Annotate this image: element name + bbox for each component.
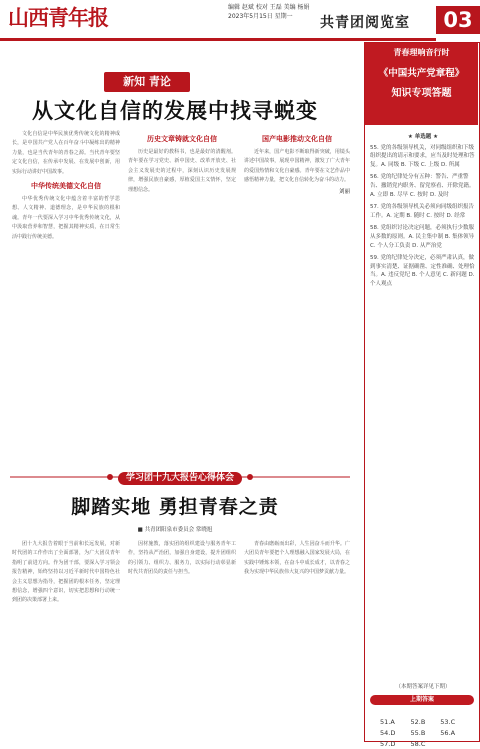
quiz-question-56: 56. 党的纪律处分有五种：警告、严重警告、撤销党内职务、留党察看、开除党籍。A. 立即 B. 尽早 C. 按时 D. 及时 [370, 174, 475, 198]
quiz-question-55: 55. 党的各级领导机关，对同级组织和下级组织提出的请示和要求，应当及时处理和答复。A. 同级 B. 下级 C. 上级 D. 所属 [370, 144, 475, 168]
second-article-headline: 脚踏实地 勇担青春之责 [71, 496, 279, 518]
answer-cell: 54.D [380, 728, 396, 737]
article-column-3 [244, 130, 350, 460]
header-rule [0, 38, 436, 41]
second-paragraph-2: 因材施教，落实团的组织建设与服务青年工作，坚持从严治团，加强自身建设，提升团组织的引领力、组织力、服务力，以实际行动彰显新时代共青团员的责任与担当。 [128, 541, 236, 576]
quiz-question-59: 59. 党的纪律处分决定，必须严肃认真，做到事实清楚、证据确凿、定性准确、处理恰当。A. 违反党纪 B. 个人意见 C. 新问题 D. 个人观点 [370, 255, 475, 287]
edition-meta [228, 3, 310, 21]
second-article-column-2 [128, 540, 236, 738]
article-author: 刘丽 [338, 188, 350, 195]
answer-cell [437, 738, 467, 749]
section-title: 共青团阅览室 [320, 15, 410, 31]
last-answer-title: 上期答案 [370, 695, 474, 705]
answer-cell: 57.D [380, 739, 396, 748]
answer-notice: （本期答案详见下期） [395, 684, 451, 690]
column-badge: 新知 青论 [104, 72, 190, 92]
quiz-header-line3: 知识专项答题 [391, 88, 452, 99]
quiz-header-line2: 《中国共产党章程》 [378, 68, 465, 79]
second-paragraph-3: 青春由磨砺而出彩，人生因奋斗而升华。广大团员青年要把个人理想融入国家发展大局，在实践中锤炼本领，在奋斗中成长成才，以青春之我为实现中华民族伟大复兴的中国梦贡献力量。 [244, 541, 350, 576]
section-heading-1: 中华传统美德文化自信 [31, 182, 101, 191]
answer-cell: 58.C [410, 739, 426, 748]
answer-cell: 52.B [410, 717, 426, 726]
page-number: 03 [436, 6, 480, 34]
body-paragraph-1: 中华优秀传统文化中蕴含着丰富的哲学思想、人文精神、道德理念，是中华民族的根和魂。青年一代要深入学习中华优秀传统文化，从中汲取营养和智慧，把握其精神实质，在日常生活中践行传统美德。 [12, 196, 120, 240]
report-band-title: 学习团十九大报告心得体会 [118, 472, 242, 485]
second-paragraph-1: 团十九大报告着眼于当前和长远发展，对新时代团的工作作出了全面部署，为广大团员青年指明了前进方向。作为团干部，要深入学习领会报告精神，始终坚持以习近平新时代中国特色社会主义思想为指导，把握团的根本任务，坚定理想信念，增强四个意识，切实把思想和行动统一到团的决策部署上来。 [12, 541, 120, 604]
article-title: 从文化自信的发展中找寻蜕变 [32, 98, 318, 123]
quiz-header [365, 43, 478, 125]
body-paragraph-3: 近年来，国产电影不断取得新突破，用镜头讲述中国故事，展现中国精神，激发了广大青年的爱国热情和文化自豪感。青年要在文艺作品中感悟精神力量，把文化自信转化为奋斗的动力。 [244, 149, 350, 184]
newspaper-logo: 山西青年报 [8, 5, 108, 30]
quiz-questions [370, 131, 476, 683]
article-column-2 [128, 130, 236, 460]
answer-cell: 53.C [440, 717, 456, 726]
section-heading-3: 国产电影推动文化自信 [262, 135, 332, 143]
quiz-header-line1: 青春理响音行时 [393, 48, 450, 57]
body-paragraph-2: 历史是最好的教科书，也是最好的清醒剂。青年要在学习党史、新中国史、改革开放史、社会主义发展史的过程中，深刻认识历史发展规律，增强民族自豪感，厚植爱国主义情怀，坚定理想信念。 [128, 149, 236, 193]
page-header [0, 0, 480, 38]
second-article-byline: ■ 共青团阳泉市委员会 常晓旭 [137, 527, 213, 533]
answer-table [377, 716, 467, 749]
article-column-1 [12, 130, 120, 460]
second-article-column-1 [12, 540, 120, 738]
quiz-section-label: ★ 单选题 ★ [407, 134, 439, 140]
section-heading-2: 历史文章铸就文化自信 [147, 135, 217, 143]
intro-paragraph: 文化自信是中华民族优秀传统文化的精神成长，是中国共产党人在百年奋斗中凝练出的精神力量，也是当代青年的青春之源。当代青年要坚定文化自信，在传承中发展、在发展中创新，用实际行动讲好中国故事。 [12, 131, 120, 175]
editor-line: 编辑 赵斌 校对 王磊 美编 杨娟 [228, 4, 310, 11]
quiz-sidebar [364, 42, 480, 748]
second-article-column-3 [244, 540, 350, 738]
quiz-question-58: 58. 党组织讨论决定问题，必须执行少数服从多数的原则。A. 民主集中制 B. 集体领导 C. 个人分工负责 D. 从严治党 [370, 225, 475, 249]
answer-cell: 55.B [410, 728, 426, 737]
date-line: 2023年5月15日 星期一 [228, 13, 293, 20]
answer-cell: 51.A [380, 717, 395, 726]
answer-cell: 56.A [440, 728, 456, 737]
quiz-question-57: 57. 党的各级领导机关必须向同级组织报告工作。A. 定期 B. 随时 C. 按时 D. 经常 [370, 204, 474, 219]
